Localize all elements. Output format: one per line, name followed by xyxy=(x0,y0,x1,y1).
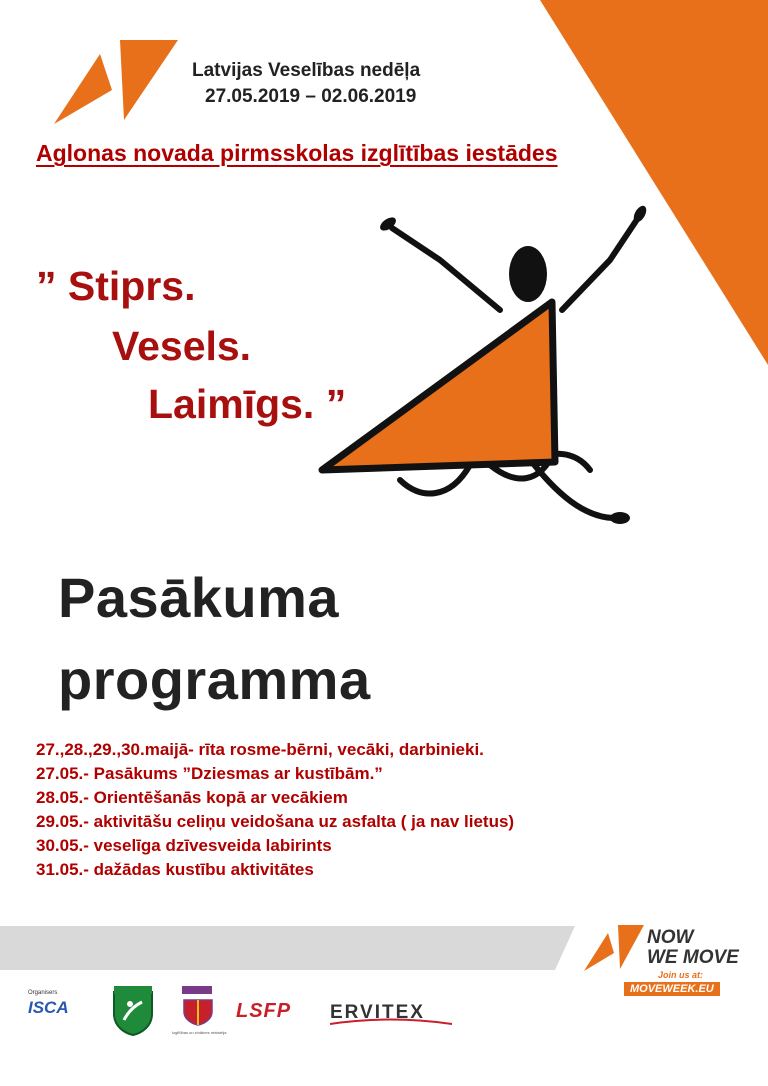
ministry-label: Izglītības un zinātnes ministrija xyxy=(172,1030,227,1035)
ministry-coat-of-arms-icon xyxy=(176,986,220,1026)
program-title-line-2: programma xyxy=(58,648,371,711)
lsfp-logo: LSFP xyxy=(236,1000,292,1022)
slogan-line-1: ” Stiprs. xyxy=(36,263,196,309)
schedule-item: 28.05.- Orientēšanās kopā ar vecākiem xyxy=(36,788,348,807)
now-we-move-logo-icon xyxy=(584,925,644,973)
slogan-line-2: Vesels. xyxy=(112,323,252,369)
now-we-move-line-1: NOW xyxy=(647,927,694,948)
schedule-item: 29.05.- aktivitāšu celiņu veidošana uz asfalta ( ja nav lietus) xyxy=(36,812,515,831)
jumping-figure-icon xyxy=(300,200,680,580)
schedule-item: 31.05.- dažādas kustību aktivitātes xyxy=(36,860,314,879)
join-us-label: Join us at: xyxy=(658,970,704,980)
ervitex-swoosh-icon xyxy=(330,1018,452,1028)
header-title: Latvijas Veselības nedēļa xyxy=(192,60,421,81)
schedule-item: 27.,28.,29.,30.maijā- rīta rosme-bērni, vecāki, darbinieki. xyxy=(36,740,484,759)
subtitle: Aglonas novada pirmsskolas izglītības iestādes xyxy=(36,140,558,166)
header-dates: 27.05.2019 – 02.06.2019 xyxy=(205,86,417,107)
isca-logo-text: ISCA xyxy=(28,998,69,1017)
schedule-item: 27.05.- Pasākums ”Dziesmas ar kustībām.” xyxy=(36,764,383,783)
now-we-move-line-2: WE MOVE xyxy=(647,947,739,968)
ervitex-logo: ERVITEX xyxy=(330,1002,425,1023)
isca-logo xyxy=(28,998,69,1018)
program-title-line-1: Pasākuma xyxy=(58,566,340,629)
moveweek-logo-icon xyxy=(54,40,179,125)
organisers-label: Organisers xyxy=(28,990,58,996)
schedule-list xyxy=(36,738,514,882)
lusa-shield-icon xyxy=(112,984,154,1036)
schedule-item: 30.05.- veselīga dzīvesveida labirints xyxy=(36,836,332,855)
moveweek-url: MOVEWEEK.EU xyxy=(624,982,720,996)
slogan-line-3: Laimīgs. ” xyxy=(148,381,347,427)
